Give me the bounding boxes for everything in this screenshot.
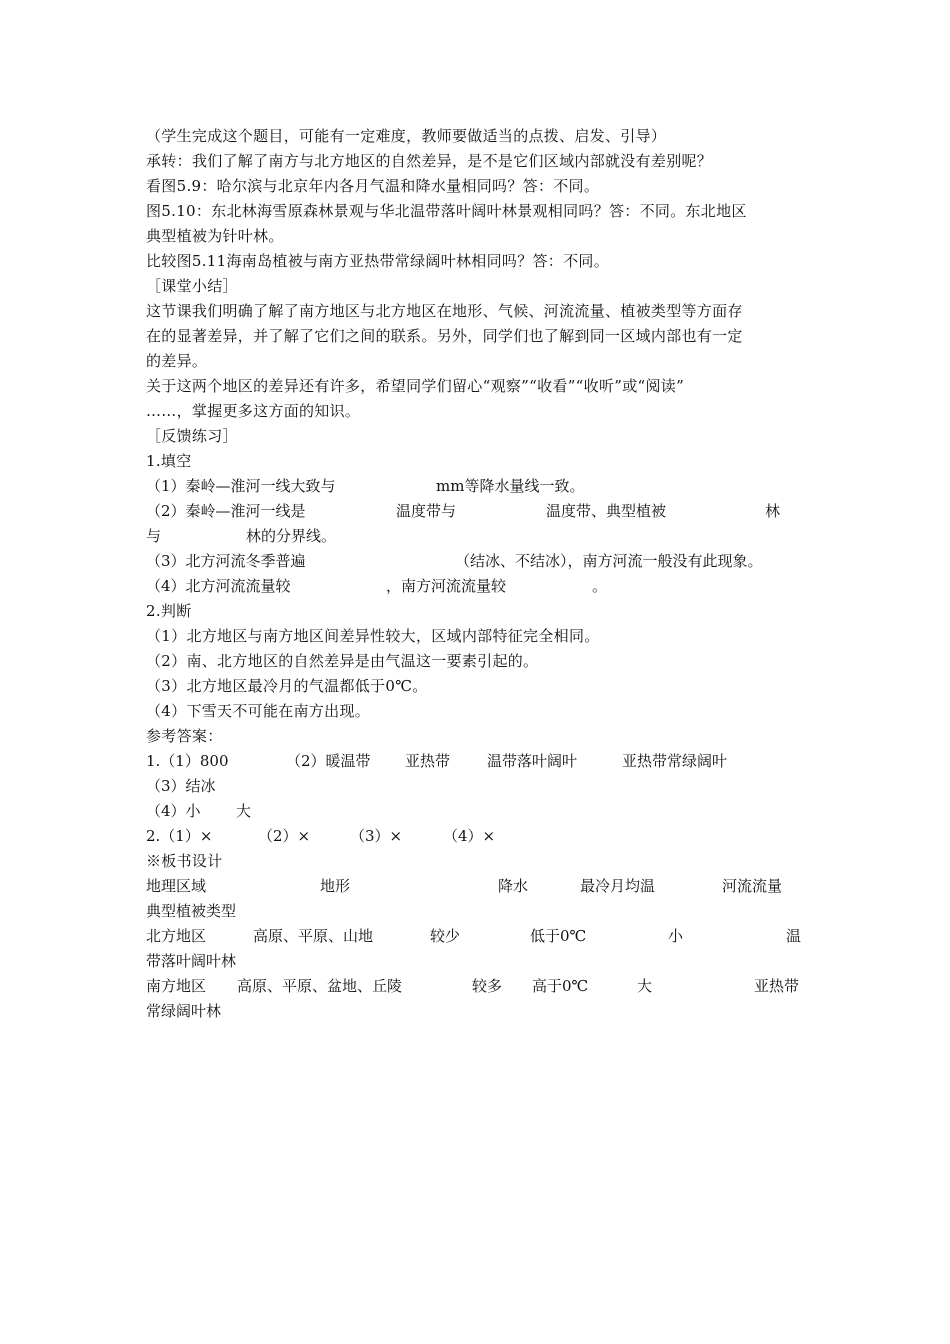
answer-1-2c: 温带落叶阔叶: [487, 752, 578, 770]
board-north-region: 北方地区: [146, 927, 207, 945]
paragraph-figure-5-9: 看图5.9：哈尔滨与北京年内各月气温和降水量相同吗？答：不同。: [146, 177, 600, 195]
board-north-temp: 低于0℃: [530, 927, 587, 945]
heading-practice: ［反馈练习］: [146, 427, 238, 445]
board-south-veg-b: 常绿阔叶林: [146, 1002, 222, 1020]
board-north-terrain: 高原、平原、山地: [253, 927, 374, 945]
board-south-flow: 大: [637, 977, 653, 995]
q2-1: （1）北方地区与南方地区间差异性较大，区域内部特征完全相同。: [146, 627, 600, 645]
q1-1-text-b: mm等降水量线一致。: [436, 477, 585, 495]
q2-4: （4）下雪天不可能在南方出现。: [146, 702, 371, 720]
board-north-precip: 较少: [430, 927, 461, 945]
board-header-temp: 最冷月均温: [580, 877, 656, 895]
paragraph-extend-2: ……，掌握更多这方面的知识。: [146, 402, 361, 420]
answer-2-3: （3）×: [350, 827, 403, 845]
answer-1-2d: 亚热带常绿阔叶: [622, 752, 728, 770]
paragraph-figure-5-10: 图5.10：东北林海雪原森林景观与华北温带落叶阔叶林景观相同吗？答：不同。东北地区: [146, 202, 747, 220]
board-north-veg-b: 带落叶阔叶林: [146, 952, 237, 970]
answers-title: 参考答案：: [146, 727, 223, 745]
paragraph-summary-3: 的差异。: [146, 352, 208, 370]
board-header-region: 地理区域: [146, 877, 207, 895]
board-south-terrain: 高原、平原、盆地、丘陵: [237, 977, 403, 995]
q1-2-text-c: 温度带、典型植被: [546, 502, 667, 520]
answer-1-3: （3）结冰: [146, 777, 216, 795]
board-south-precip: 较多: [472, 977, 503, 995]
board-header-terrain: 地形: [320, 877, 351, 895]
answer-1-1: 1.（1）800: [146, 752, 229, 770]
q1-3-text-b: （结冰、不结冰），南方河流一般没有此现象。: [455, 552, 763, 570]
question-fill-title: 1.填空: [146, 452, 192, 470]
answer-1-2: （2）暖温带: [286, 752, 371, 770]
board-south-region: 南方地区: [146, 977, 207, 995]
paragraph-extend-1: 关于这两个地区的差异还有许多，希望同学们留心“观察”“收看”“收听”或“阅读”: [146, 377, 685, 395]
q1-4-text-c: 。: [592, 577, 608, 595]
paragraph-figure-5-11: 比较图5.11海南岛植被与南方亚热带常绿阔叶林相同吗？答：不同。: [146, 252, 610, 270]
q1-1-text-a: （1）秦岭—淮河一线大致与: [146, 477, 336, 495]
board-header-precip: 降水: [498, 877, 529, 895]
paragraph-summary-1: 这节课我们明确了解了南方地区与北方地区在地形、气候、河流流量、植被类型等方面存: [146, 302, 743, 320]
q2-3: （3）北方地区最冷月的气温都低于0℃。: [146, 677, 428, 695]
answer-1-4b: 大: [236, 802, 252, 820]
q1-4-text-b: ，南方河流流量较: [386, 577, 507, 595]
answer-2-4: （4）×: [443, 827, 496, 845]
board-header-veg: 典型植被类型: [146, 902, 237, 920]
heading-summary: ［课堂小结］: [146, 277, 238, 295]
q1-2-text-d: 林: [765, 502, 781, 520]
board-north-flow: 小: [668, 927, 684, 945]
q1-3-text-a: （3）北方河流冬季普遍: [146, 552, 306, 570]
q2-2: （2）南、北方地区的自然差异是由气温这一要素引起的。: [146, 652, 539, 670]
paragraph-figure-5-10-cont: 典型植被为针叶林。: [146, 227, 284, 245]
q1-2-text-f: 林的分界线。: [246, 527, 337, 545]
q1-4-text-a: （4）北方河流流量较: [146, 577, 291, 595]
board-header-flow: 河流流量: [722, 877, 783, 895]
board-north-veg-a: 温: [786, 927, 802, 945]
paragraph-note: （学生完成这个题目，可能有一定难度，教师要做适当的点拨、启发、引导）: [146, 127, 667, 145]
answer-1-4a: （4）小: [146, 802, 201, 820]
board-south-veg-a: 亚热带: [754, 977, 800, 995]
question-judge-title: 2.判断: [146, 602, 192, 620]
paragraph-transition: 承转：我们了解了南方与北方地区的自然差异，是不是它们区域内部就没有差别呢？: [146, 152, 713, 170]
answer-2-1: 2.（1）×: [146, 827, 213, 845]
answer-1-2b: 亚热带: [405, 752, 451, 770]
board-design-title: ※板书设计: [146, 852, 223, 870]
q1-2-text-e: 与: [146, 527, 162, 545]
paragraph-summary-2: 在的显著差异，并了解了它们之间的联系。另外，同学们也了解到同一区域内部也有一定: [146, 327, 743, 345]
q1-2-text-b: 温度带与: [396, 502, 457, 520]
answer-2-2: （2）×: [258, 827, 311, 845]
board-south-temp: 高于0℃: [532, 977, 589, 995]
q1-2-text-a: （2）秦岭—淮河一线是: [146, 502, 306, 520]
